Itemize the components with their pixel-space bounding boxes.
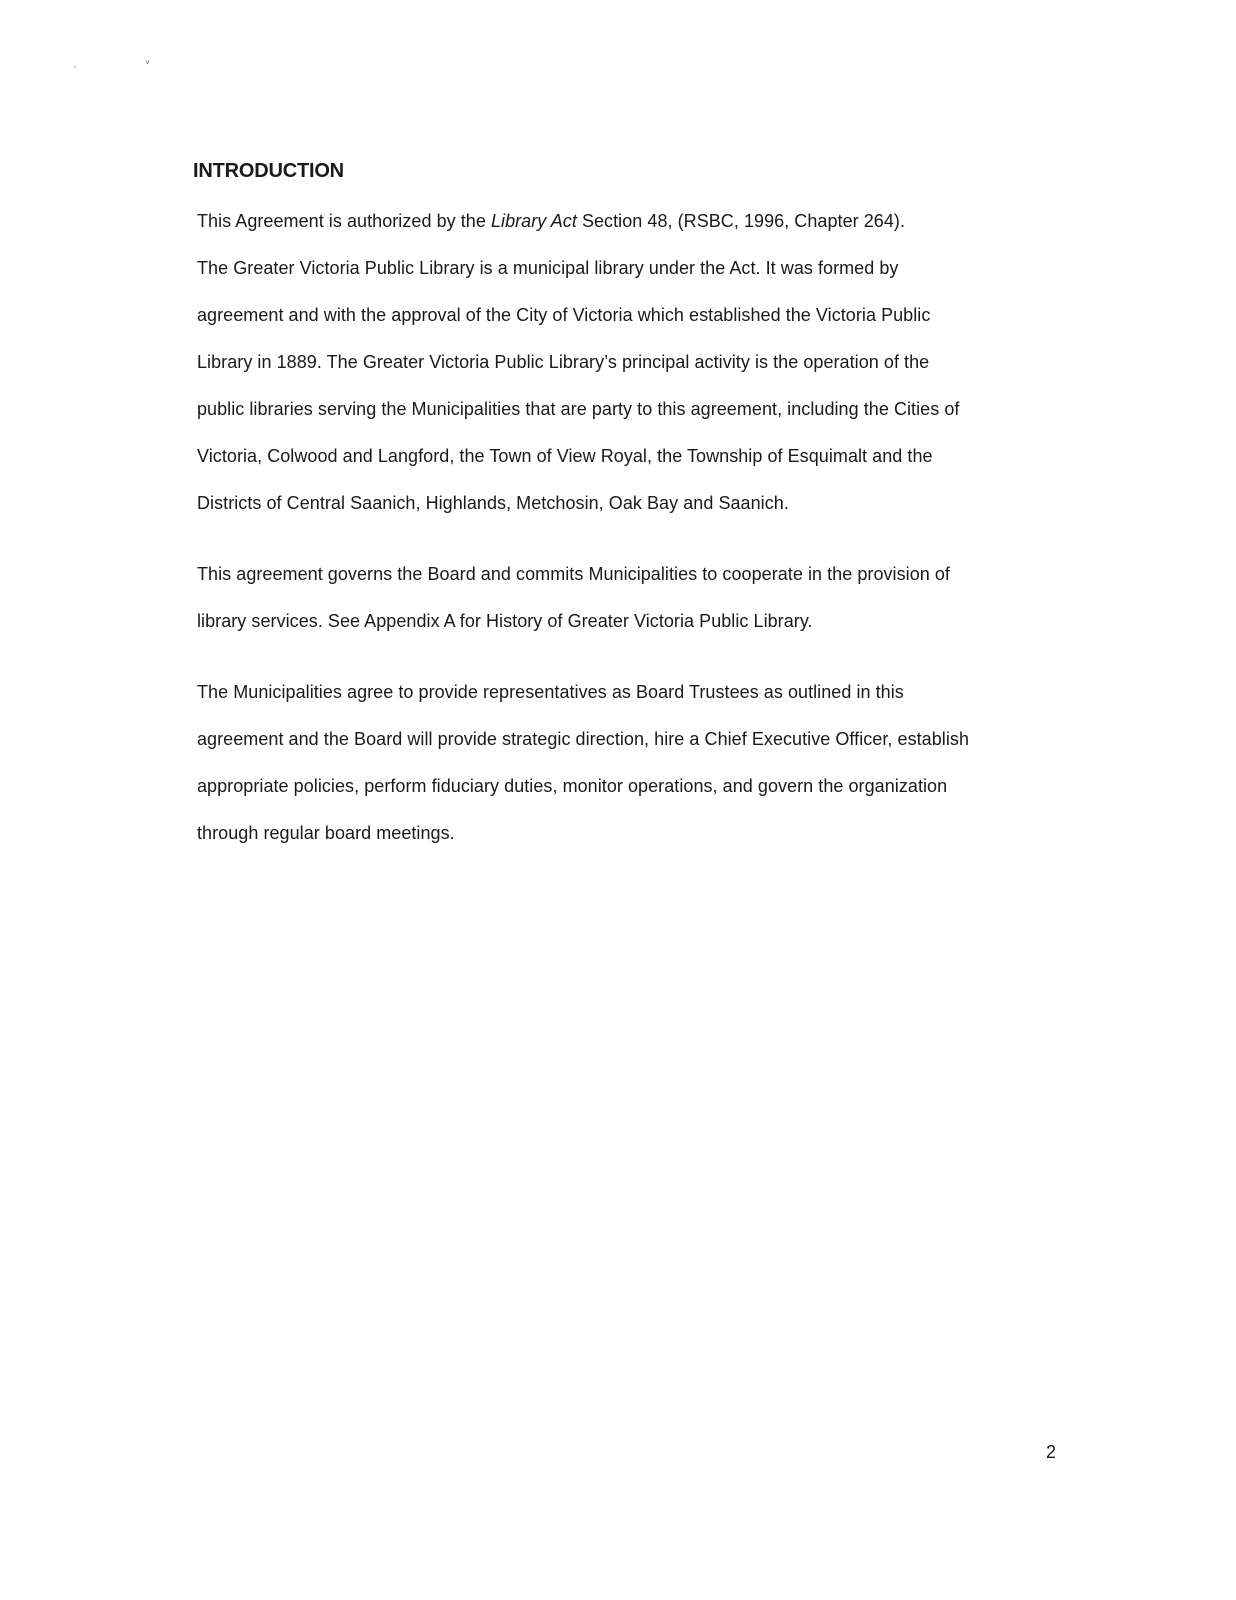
line-text: Section 48, (RSBC, 1996, Chapter 264). [576, 211, 906, 231]
paragraph-line: This agreement governs the Board and commits Municipalities to cooperate in the provision of [197, 564, 950, 584]
paragraph-line: appropriate policies, perform fiduciary duties, monitor operations, and govern the organization [197, 776, 948, 796]
paragraph-line: public libraries serving the Municipalities that are party to this agreement, including the Cities of [197, 399, 960, 419]
scan-mark: ᵛ [146, 58, 149, 68]
paragraph-line: The Municipalities agree to provide representatives as Board Trustees as outlined in this [197, 682, 904, 702]
act-title: Library Act [490, 211, 577, 231]
paragraph-trustees [197, 669, 1077, 857]
paragraph-line: Victoria, Colwood and Langford, the Town of View Royal, the Township of Esquimalt and the [197, 446, 933, 466]
paragraph-line: The Greater Victoria Public Library is a municipal library under the Act. It was formed by [197, 258, 899, 278]
paragraph-line: through regular board meetings. [197, 823, 455, 843]
line-text: This Agreement is authorized by the [197, 211, 491, 231]
paragraph-line: Districts of Central Saanich, Highlands, Metchosin, Oak Bay and Saanich. [197, 493, 789, 513]
paragraph-line: Library in 1889. The Greater Victoria Public Library’s principal activity is the operation of the [197, 352, 930, 372]
section-heading: INTRODUCTION [193, 160, 344, 182]
paragraph-line: agreement and with the approval of the City of Victoria which established the Victoria Public [197, 305, 931, 325]
paragraph-governance [197, 551, 1077, 645]
scan-mark: ‘ [74, 64, 76, 74]
paragraph-authorization [197, 198, 1077, 527]
paragraph-line: agreement and the Board will provide strategic direction, hire a Chief Executive Officer, establish [197, 729, 970, 749]
paragraph-line [197, 198, 1077, 245]
paragraph-line: library services. See Appendix A for History of Greater Victoria Public Library. [197, 611, 813, 631]
page-number: 2 [1046, 1442, 1057, 1462]
